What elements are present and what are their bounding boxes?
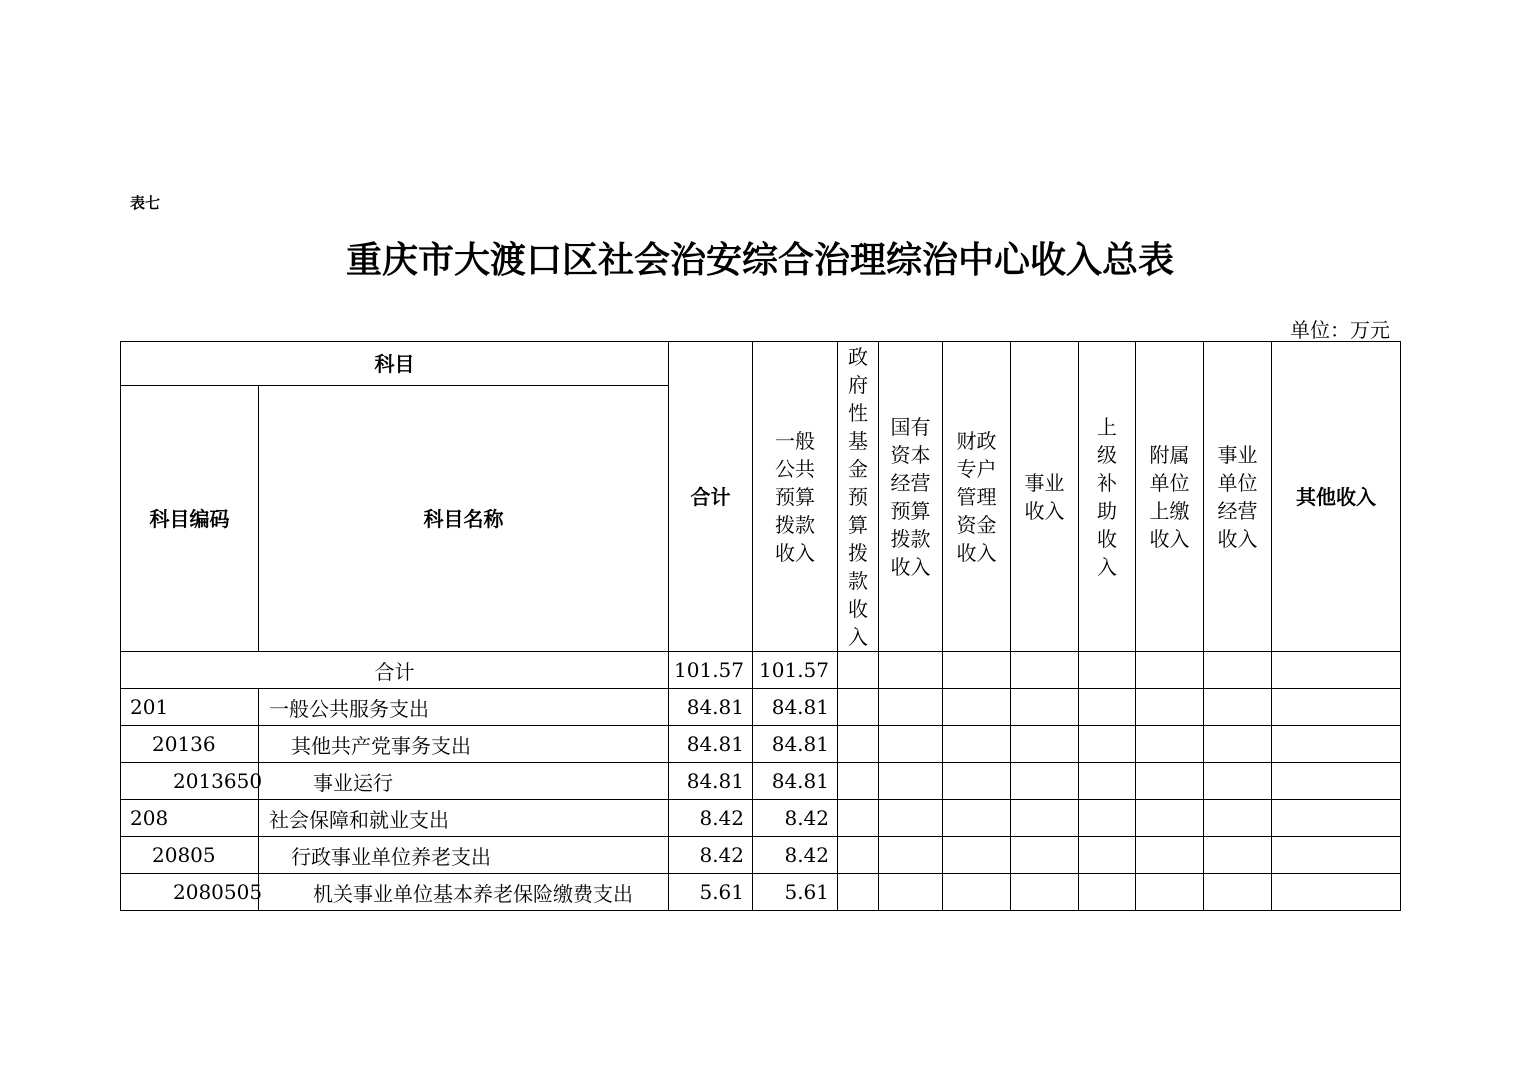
header-subject: 科目 bbox=[121, 342, 669, 386]
subject-name-cell: 其他共产党事务支出 bbox=[259, 726, 669, 763]
header-business-operation-label: 事业单位经营收入 bbox=[1217, 442, 1258, 551]
subject-code-cell: 2013650 bbox=[121, 763, 259, 800]
total-label: 合计 bbox=[121, 652, 669, 689]
general-budget-cell: 84.81 bbox=[753, 689, 838, 726]
header-superior-subsidy bbox=[1079, 342, 1136, 652]
subject-code-cell: 201 bbox=[121, 689, 259, 726]
table-row bbox=[121, 874, 1401, 911]
header-fiscal-special-label: 财政专户管理资金收入 bbox=[956, 428, 997, 565]
total-cell: 84.81 bbox=[669, 763, 753, 800]
general-budget-cell: 8.42 bbox=[753, 800, 838, 837]
header-general-budget-label: 一般公共预算拨款收入 bbox=[775, 428, 815, 565]
table-row bbox=[121, 763, 1401, 800]
subject-name-cell: 机关事业单位基本养老保险缴费支出 bbox=[259, 874, 669, 911]
header-total: 合计 bbox=[669, 342, 753, 652]
header-business-operation bbox=[1204, 342, 1272, 652]
header-subject-code: 科目编码 bbox=[121, 386, 259, 652]
header-affiliated-unit-label: 附属单位上缴收入 bbox=[1149, 442, 1190, 551]
income-summary-table bbox=[120, 341, 1401, 911]
total-cell: 5.61 bbox=[669, 874, 753, 911]
header-business-income-label: 事业收入 bbox=[1024, 470, 1065, 523]
general-budget-cell: 5.61 bbox=[753, 874, 838, 911]
total-cell: 101.57 bbox=[669, 652, 753, 689]
table-row bbox=[121, 800, 1401, 837]
general-budget-cell: 101.57 bbox=[753, 652, 838, 689]
total-cell: 8.42 bbox=[669, 800, 753, 837]
header-business-income bbox=[1011, 342, 1079, 652]
table-label: 表七 bbox=[130, 194, 161, 212]
subject-name-cell: 行政事业单位养老支出 bbox=[259, 837, 669, 874]
page-title: 重庆市大渡口区社会治安综合治理综治中心收入总表 bbox=[345, 239, 1174, 281]
general-budget-cell: 84.81 bbox=[753, 726, 838, 763]
total-cell: 8.42 bbox=[669, 837, 753, 874]
subject-name-cell: 一般公共服务支出 bbox=[259, 689, 669, 726]
table-row bbox=[121, 689, 1401, 726]
general-budget-cell: 8.42 bbox=[753, 837, 838, 874]
header-other-income: 其他收入 bbox=[1272, 342, 1401, 652]
header-fiscal-special bbox=[943, 342, 1011, 652]
unit-label: 单位：万元 bbox=[1290, 318, 1390, 342]
table-row bbox=[121, 837, 1401, 874]
subject-code-cell: 20805 bbox=[121, 837, 259, 874]
header-state-capital bbox=[879, 342, 943, 652]
subject-name-cell: 事业运行 bbox=[259, 763, 669, 800]
header-general-budget bbox=[753, 342, 838, 652]
subject-code-cell: 20136 bbox=[121, 726, 259, 763]
table-row-total bbox=[121, 652, 1401, 689]
header-state-capital-label: 国有资本经营预算拨款收入 bbox=[890, 414, 931, 579]
total-cell: 84.81 bbox=[669, 689, 753, 726]
header-superior-subsidy-label: 上级补助收入 bbox=[1097, 414, 1117, 579]
subject-name-cell: 社会保障和就业支出 bbox=[259, 800, 669, 837]
table-row bbox=[121, 726, 1401, 763]
header-gov-fund-label: 政府性基金预算拨款收入 bbox=[848, 344, 868, 649]
subject-code-cell: 208 bbox=[121, 800, 259, 837]
subject-code-cell: 2080505 bbox=[121, 874, 259, 911]
header-subject-name: 科目名称 bbox=[259, 386, 669, 652]
header-affiliated-unit bbox=[1136, 342, 1204, 652]
general-budget-cell: 84.81 bbox=[753, 763, 838, 800]
total-cell: 84.81 bbox=[669, 726, 753, 763]
header-gov-fund bbox=[838, 342, 879, 652]
